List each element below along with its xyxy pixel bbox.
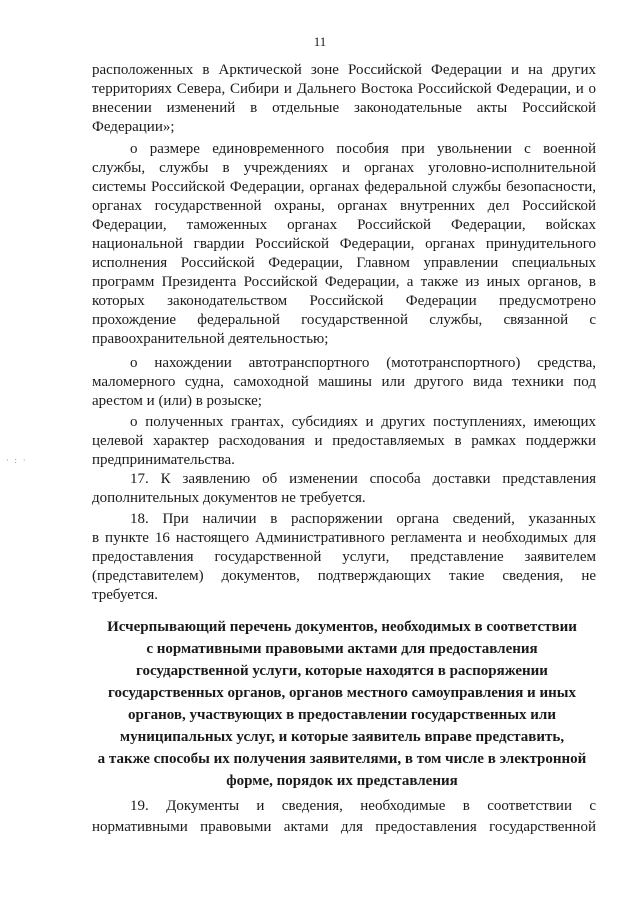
text-line: арестом и (или) в розыске; <box>92 393 262 409</box>
text-line: расположенных в Арктической зоне Российской Федерации и на других <box>92 62 596 78</box>
text-line: о полученных грантах, субсидиях и других поступлениях, имеющих <box>130 414 596 430</box>
section-heading-line: Исчерпывающий перечень документов, необходимых в соответствии <box>107 619 577 635</box>
text-line: правоохранительной деятельностью; <box>92 331 329 347</box>
text-line: которых законодательством Российской Федерации предусмотрено <box>92 293 596 309</box>
section-heading-line: органов, участвующих в предоставлении государственных или <box>128 707 556 723</box>
section-heading-line: а также способы их получения заявителями, в том числе в электронной <box>97 751 587 767</box>
section-heading-line: форме, порядок их представления <box>226 773 458 789</box>
text-line: национальной гвардии Российской Федерации, органах принудительного <box>92 236 596 252</box>
text-line: в пункте 16 настоящего Административного регламента и необходимых для <box>92 530 596 546</box>
text-line: предоставления государственной услуги, представление заявителем <box>92 549 596 565</box>
text-line: Федерации»; <box>92 119 175 135</box>
text-line: 17. К заявлению об изменении способа доставки представления <box>130 471 596 487</box>
text-line: требуется. <box>92 587 158 603</box>
text-line: 19. Документы и сведения, необходимые в соответствии с <box>130 798 596 814</box>
text-line: внесении изменений в отдельные законодательные акты Российской <box>92 100 596 116</box>
text-line: 18. При наличии в распоряжении органа сведений, указанных <box>130 511 596 527</box>
text-line: маломерного судна, самоходной машины или другого вида техники под <box>92 374 596 390</box>
section-heading-line: с нормативными правовыми актами для предоставления <box>146 641 538 657</box>
section-heading-line: муниципальных услуг, и которые заявитель вправе представить, <box>119 729 565 745</box>
text-line: целевой характер расходования и предоставляемых в рамках поддержки <box>92 433 596 449</box>
text-line: системы Российской Федерации, органах федеральной службы безопасности, <box>92 179 596 195</box>
margin-scan-mark: · : · <box>6 456 28 465</box>
text-line: о размере единовременного пособия при увольнении с военной <box>130 141 596 157</box>
text-line: территориях Севера, Сибири и Дальнего Востока Российской Федерации, и о <box>92 81 596 97</box>
text-line: программ Президента Российской Федерации, а также из иных органов, в <box>92 274 596 290</box>
page-number: 11 <box>313 34 327 49</box>
text-line: о нахождении автотранспортного (мототранспортного) средства, <box>130 355 596 371</box>
text-line: прохождение федеральной государственной службы, связанной с <box>92 312 596 328</box>
text-line: службы, службы в учреждениях и органах уголовно-исполнительной <box>92 160 596 176</box>
section-heading-line: государственной услуги, которые находятся в распоряжении <box>136 663 548 679</box>
text-line: органах государственной охраны, органах внутренних дел Российской <box>92 198 596 214</box>
text-line: (представителем) документов, подтверждающих такие сведения, не <box>92 568 596 584</box>
text-line: дополнительных документов не требуется. <box>92 490 366 506</box>
text-line: нормативными правовыми актами для предоставления государственной <box>92 819 596 835</box>
text-line: исполнения Российской Федерации, Главном управлении специальных <box>92 255 596 271</box>
text-line: предпринимательства. <box>92 452 235 468</box>
section-heading-line: государственных органов, органов местного самоуправления и иных <box>108 685 576 701</box>
text-line: Федерации, таможенных органах Российской Федерации, войсках <box>92 217 596 233</box>
